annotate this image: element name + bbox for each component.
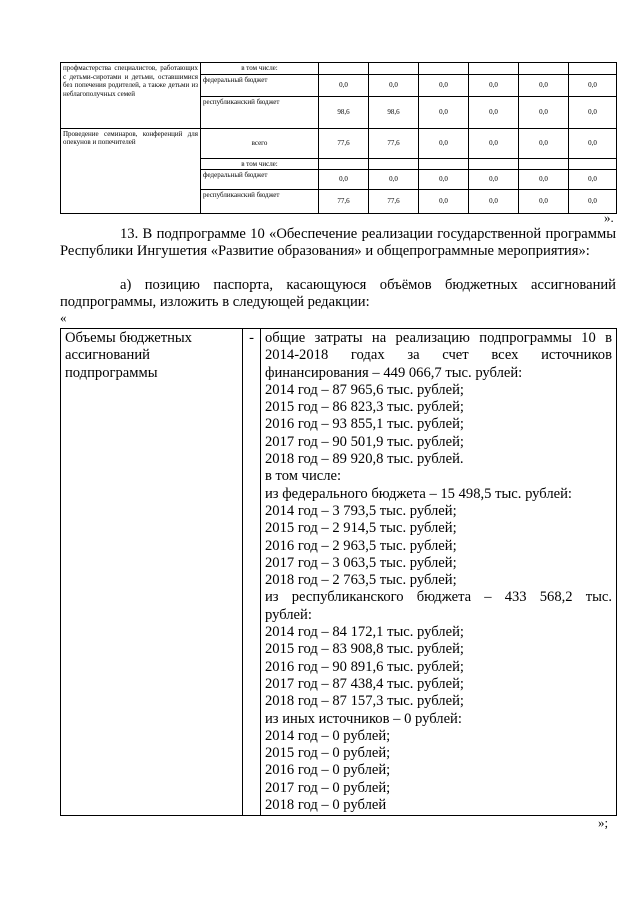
- table-cell: 0,0: [569, 96, 617, 128]
- table-cell: 0,0: [519, 96, 569, 128]
- closing-quote: ».: [604, 210, 614, 225]
- sub-header: в том числе:: [201, 63, 319, 75]
- budget-line: из республиканского бюджета – 433 568,2 тыс.: [265, 589, 612, 606]
- budget-line: общие затраты на реализацию подпрограммы 10 в: [265, 330, 612, 346]
- budget-line: 2017 год – 90 501,9 тыс. рублей;: [265, 433, 464, 450]
- budget-line: 2016 год – 93 855,1 тыс. рублей;: [265, 416, 464, 433]
- table-cell: 0,0: [319, 170, 369, 190]
- budget-line: 2014 год – 0 рублей;: [265, 727, 391, 744]
- republic-budget-label: республиканский бюджет: [201, 190, 319, 214]
- table-cell: 0,0: [469, 170, 519, 190]
- budget-line: 2017 год – 87 438,4 тыс. рублей;: [265, 675, 464, 692]
- budget-line: финансирования – 449 066,7 тыс. рублей:: [265, 364, 523, 381]
- table-cell: 98,6: [319, 96, 369, 128]
- paragraph-a: а) позицию паспорта, касающуюся объёмов бюджетных ассигнований подпрограммы, изложить в следующей редакции:: [60, 277, 616, 310]
- budget-line: 2016 год – 90 891,6 тыс. рублей;: [265, 658, 464, 675]
- table-row: [61, 329, 617, 816]
- table-cell: 0,0: [469, 190, 519, 214]
- table-cell: 77,6: [369, 190, 419, 214]
- budget-passport-table: [60, 328, 617, 816]
- opening-quote: «: [60, 310, 67, 325]
- table-cell: 0,0: [369, 170, 419, 190]
- activity-description: профмастерства специалистов, работающих с детьми-сиротами и детьми, оставшимися без попечения родителей, а также детьми из неблагополучных семей: [61, 63, 201, 129]
- budget-line: 2017 год – 0 рублей;: [265, 779, 391, 796]
- budget-line: 2015 год – 83 908,8 тыс. рублей;: [265, 641, 464, 658]
- budget-line: из федерального бюджета – 15 498,5 тыс. рублей:: [265, 485, 572, 502]
- table-cell: 0,0: [519, 74, 569, 96]
- table-cell: 77,6: [319, 128, 369, 158]
- table-cell: 0,0: [469, 128, 519, 158]
- table-cell: 77,6: [369, 128, 419, 158]
- table-cell: 0,0: [519, 128, 569, 158]
- budget-line: 2015 год – 0 рублей;: [265, 745, 391, 762]
- republic-budget-label: республиканский бюджет: [201, 96, 319, 128]
- budget-line: 2018 год – 0 рублей: [265, 797, 387, 814]
- budget-line: 2017 год – 3 063,5 тыс. рублей;: [265, 554, 457, 571]
- table-cell: 0,0: [519, 170, 569, 190]
- table-cell: 0,0: [569, 190, 617, 214]
- budget-line: в том числе:: [265, 468, 342, 485]
- total-label: всего: [201, 128, 319, 158]
- table-cell: 0,0: [419, 128, 469, 158]
- budget-line: рублей:: [265, 606, 312, 623]
- table-cell: 0,0: [419, 74, 469, 96]
- table-row: [61, 128, 617, 158]
- budget-line: 2014 год – 3 793,5 тыс. рублей;: [265, 502, 457, 519]
- funding-table: [60, 62, 617, 214]
- table-cell: 77,6: [319, 190, 369, 214]
- table-cell: 0,0: [519, 190, 569, 214]
- table-cell: 0,0: [419, 170, 469, 190]
- budget-line: 2018 год – 2 763,5 тыс. рублей;: [265, 572, 457, 589]
- budget-line: из иных источников – 0 рублей:: [265, 710, 462, 727]
- table-cell: 0,0: [569, 170, 617, 190]
- dash-separator: -: [243, 329, 261, 816]
- paragraph-13: 13. В подпрограмме 10 «Обеспечение реализации государственной программы Республики Ингушетия «Развитие образования» и общепрограммные мероприятия»:: [60, 226, 616, 259]
- federal-budget-label: федеральный бюджет: [201, 74, 319, 96]
- budget-label: Объемы бюджетных ассигнований подпрограммы: [61, 329, 243, 816]
- budget-line: 2014 год – 87 965,6 тыс. рублей;: [265, 381, 464, 398]
- table-cell: 0,0: [469, 74, 519, 96]
- table-cell: 0,0: [419, 96, 469, 128]
- budget-details: [261, 329, 617, 816]
- budget-line: 2016 год – 2 963,5 тыс. рублей;: [265, 537, 457, 554]
- budget-line: 2018 год – 89 920,8 тыс. рублей.: [265, 451, 464, 468]
- table-cell: 98,6: [369, 96, 419, 128]
- table-cell: 0,0: [369, 74, 419, 96]
- budget-line: 2014-2018 годах за счет всех источников: [265, 347, 612, 364]
- table-cell: 0,0: [569, 74, 617, 96]
- federal-budget-label: федеральный бюджет: [201, 170, 319, 190]
- budget-line: 2018 год – 87 157,3 тыс. рублей;: [265, 693, 464, 710]
- table-cell: 0,0: [569, 128, 617, 158]
- budget-line: 2014 год – 84 172,1 тыс. рублей;: [265, 624, 464, 641]
- activity-description: Проведение семинаров, конференций для опекунов и попечителей: [61, 128, 201, 214]
- table-cell: 0,0: [319, 74, 369, 96]
- budget-line: 2015 год – 86 823,3 тыс. рублей;: [265, 399, 464, 416]
- budget-line: 2016 год – 0 рублей;: [265, 762, 391, 779]
- sub-header: в том числе:: [201, 158, 319, 170]
- table-cell: 0,0: [419, 190, 469, 214]
- table-cell: 0,0: [469, 96, 519, 128]
- closing-quote: »;: [598, 815, 609, 830]
- budget-line: 2015 год – 2 914,5 тыс. рублей;: [265, 520, 457, 537]
- table-row: [61, 63, 617, 75]
